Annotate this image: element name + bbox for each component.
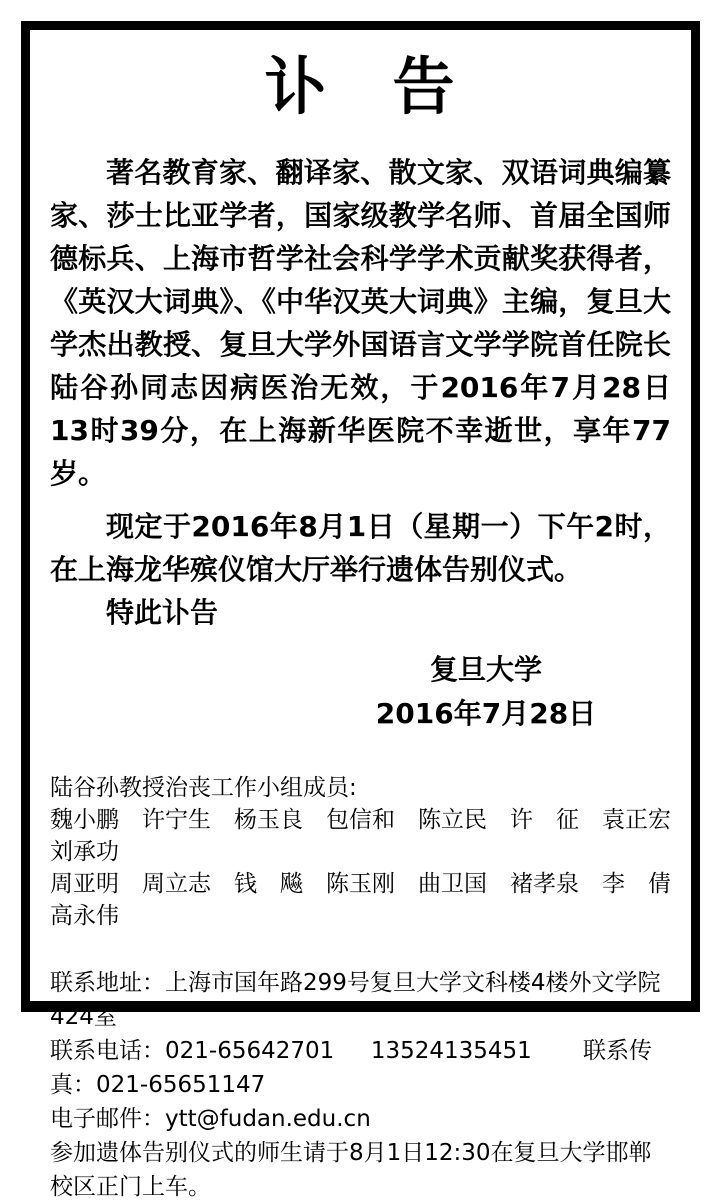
obituary-closing-line: 特此讣告 — [106, 596, 219, 629]
contact-address: 联系地址：上海市国年路299号复旦大学文科楼4楼外文学院424室 — [50, 970, 661, 1030]
obituary-paragraph-ceremony: 现定于2016年8月1日（星期一）下午2时，在上海龙华殡仪馆大厅举行遗体告别仪式。 — [50, 510, 671, 586]
contact-info-section — [50, 966, 671, 1204]
signature-block — [346, 648, 626, 736]
signature-organization: 复旦大学 — [429, 653, 542, 686]
committee-members-row-1: 魏小鹏 许宁生 杨玉良 包信和 陈立民 许 征 袁正宏 刘承功 — [50, 807, 694, 865]
committee-members-row-2: 周亚明 周立志 钱 飚 陈玉刚 曲卫国 褚孝泉 李 倩 高永伟 — [50, 871, 694, 929]
contact-phone-fax: 联系电话：021-65642701 13524135451 联系传真：021-65651147 — [50, 1038, 652, 1098]
signature-date: 2016年7月28日 — [375, 697, 597, 730]
committee-header: 陆谷孙教授治丧工作小组成员: — [50, 775, 357, 801]
obituary-title: 讣 告 — [264, 50, 457, 123]
obituary-frame — [21, 21, 700, 1200]
shuttle-bus-note: 参加遗体告别仪式的师生请于8月1日12:30在复旦大学邯郸校区正门上车。 — [50, 1140, 652, 1200]
obituary-paragraph-main: 著名教育家、翻译家、散文家、双语词典编纂家、莎士比亚学者，国家级教学名师、首届全国师德标兵、上海市哲学社会科学学术贡献奖获得者，《英汉大词典》、《中华汉英大词典》主编，复旦大学杰出教授、复旦大学外国语言文学学院首任院长陆谷孙同志因病医治无效，于2016年7月28日13时39分，在上海新华医院不幸逝世，享年77岁。 — [50, 156, 671, 490]
contact-email: 电子邮件：ytt@fudan.edu.cn — [50, 1106, 371, 1132]
funeral-committee-section — [50, 772, 694, 932]
